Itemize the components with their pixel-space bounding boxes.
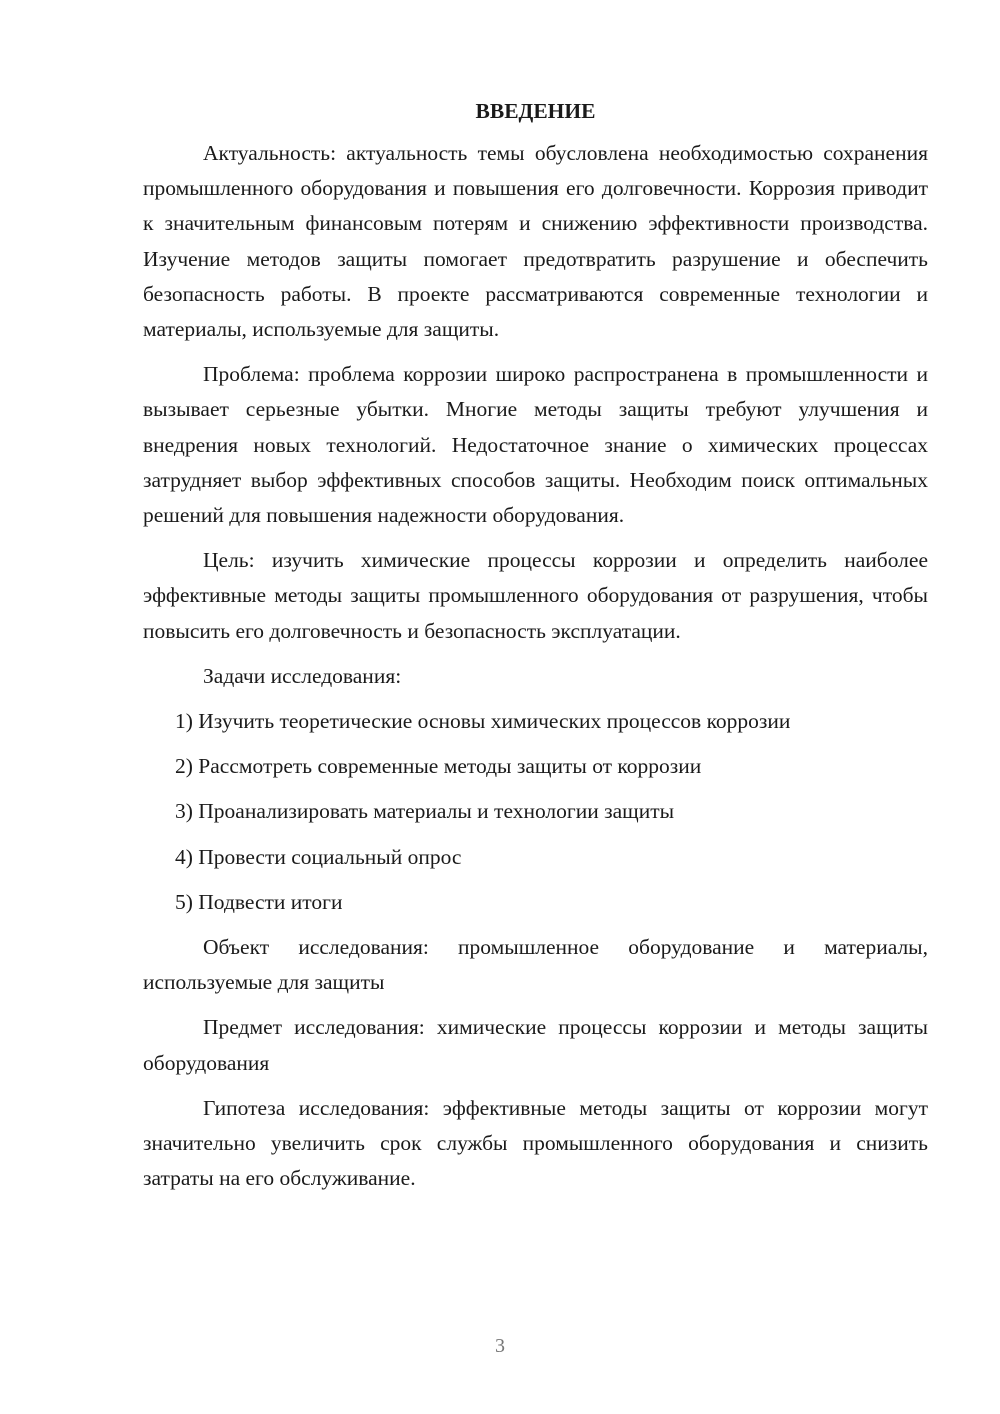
object-paragraph: Объект исследования: промышленное оборудование и материалы, используемые для защиты (143, 935, 928, 995)
section-title: ВВЕДЕНИЕ (475, 99, 596, 123)
goal-paragraph: Цель: изучить химические процессы коррозии и определить наиболее эффективные методы защиты промышленного оборудования от разрушения, чтобы повысить его долговечность и безопасность эксплуатации. (143, 548, 928, 643)
tasks-list (143, 704, 928, 920)
subject-paragraph: Предмет исследования: химические процессы коррозии и методы защиты оборудования (143, 1015, 928, 1075)
relevance-paragraph: Актуальность: актуальность темы обусловлена необходимостью сохранения промышленного оборудования и повышения его долговечности. Коррозия приводит к значительным финансовым потерям и снижению эффективности производства. Изучение методов защиты помогает предотвратить разрушение и обеспечить безопасность работы. В проекте рассматриваются современные технологии и материалы, используемые для защиты. (143, 141, 928, 342)
task-item: 1) Изучить теоретические основы химических процессов коррозии (175, 709, 791, 734)
task-item: 5) Подвести итоги (175, 889, 343, 914)
problem-paragraph: Проблема: проблема коррозии широко распространена в промышленности и вызывает серьезные убытки. Многие методы защиты требуют улучшения и внедрения новых технологий. Недостаточное знание о химических процессах затрудняет выбор эффективных способов защиты. Необходим поиск оптимальных решений для повышения надежности оборудования. (143, 362, 928, 528)
task-item: 2) Рассмотреть современные методы защиты от коррозии (175, 754, 702, 779)
page-number: 3 (495, 1335, 505, 1357)
hypothesis-paragraph: Гипотеза исследования: эффективные методы защиты от коррозии могут значительно увеличить срок службы промышленного оборудования и снизить затраты на его обслуживание. (143, 1095, 928, 1191)
task-item: 4) Провести социальный опрос (175, 844, 462, 869)
task-item: 3) Проанализировать материалы и технологии защиты (175, 799, 675, 824)
document-page (143, 96, 928, 1206)
tasks-heading: Задачи исследования: (203, 663, 402, 688)
